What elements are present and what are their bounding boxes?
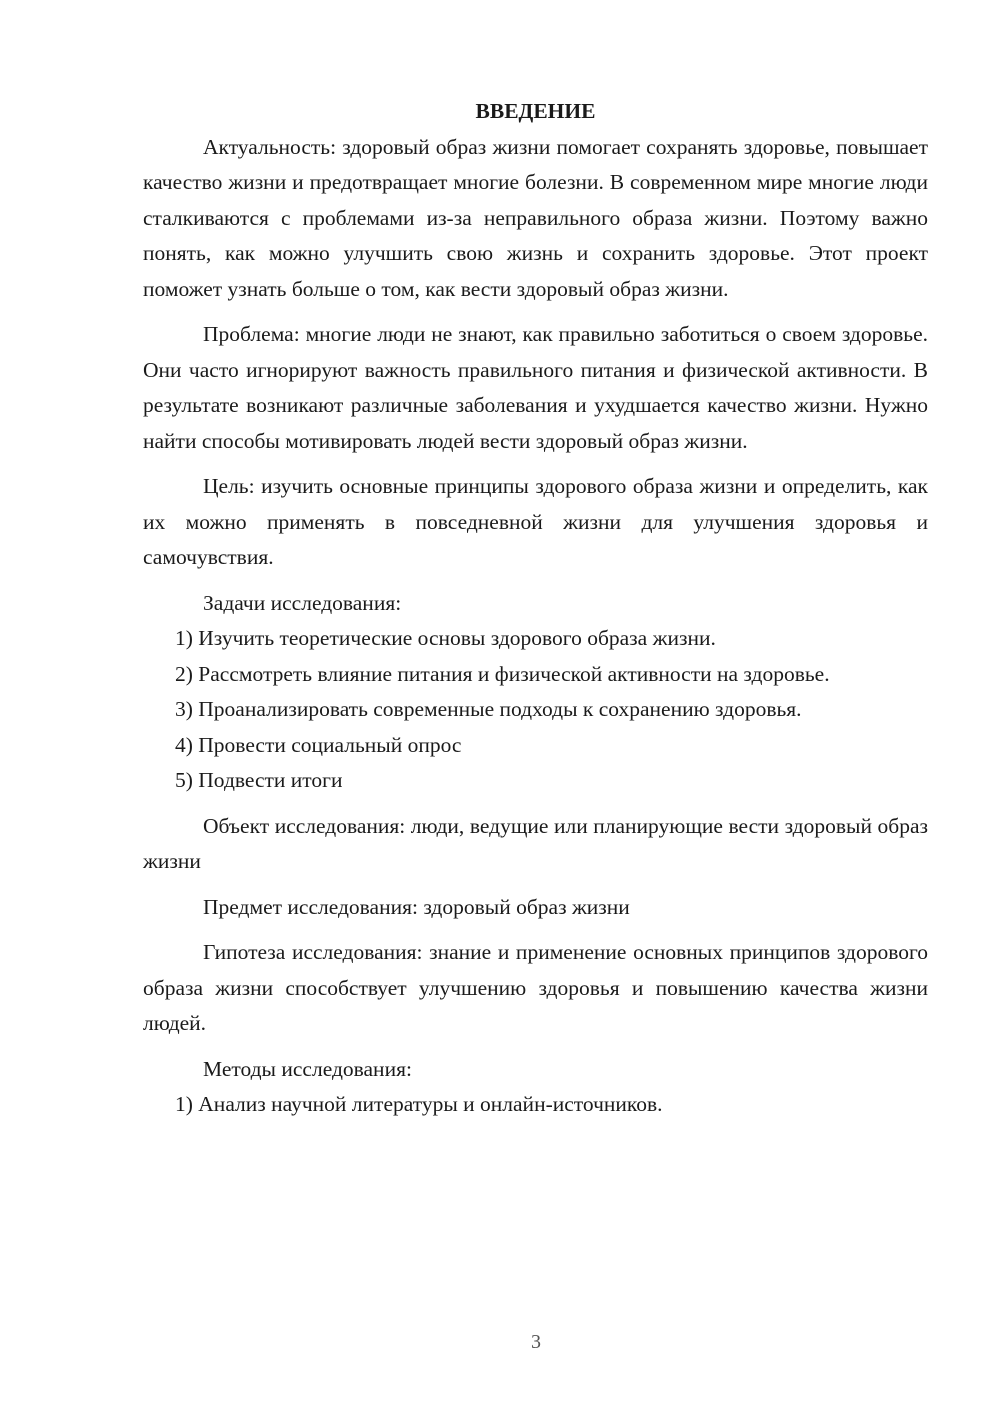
- task-item: 3) Проанализировать современные подходы к сохранению здоровья.: [175, 697, 802, 721]
- page-title: ВВЕДЕНИЕ: [475, 99, 596, 123]
- tasks-heading: Задачи исследования:: [203, 590, 402, 615]
- task-item: 2) Рассмотреть влияние питания и физической активности на здоровье.: [175, 661, 830, 686]
- hypothesis-paragraph: Гипотеза исследования: знание и применение основных принципов здорового образа жизни способствует улучшению здоровья и повышению качества жизни людей.: [143, 940, 928, 1035]
- relevance-paragraph: Актуальность: здоровый образ жизни помогает сохранять здоровье, повышает качество жизни и предотвращает многие болезни. В современном мире многие люди сталкиваются с проблемами из-за неправильного образа жизни. Поэтому важно понять, как можно улучшить свою жизнь и сохранить здоровье. Этот проект поможет узнать больше о том, как вести здоровый образ жизни.: [143, 134, 928, 301]
- goal-paragraph: Цель: изучить основные принципы здорового образа жизни и определить, как их можно применять в повседневной жизни для улучшения здоровья и самочувствия.: [143, 474, 928, 569]
- methods-heading: Методы исследования:: [203, 1056, 412, 1081]
- method-item: 1) Анализ научной литературы и онлайн-источников.: [175, 1092, 663, 1116]
- subject-paragraph: Предмет исследования: здоровый образ жизни: [203, 894, 630, 919]
- problem-paragraph: Проблема: многие люди не знают, как правильно заботиться о своем здоровье. Они часто игнорируют важность правильного питания и физической активности. В результате возникают различные заболевания и ухудшается качество жизни. Нужно найти способы мотивировать людей вести здоровый образ жизни.: [143, 322, 928, 453]
- page-content: [143, 94, 928, 1123]
- task-item: 4) Провести социальный опрос: [175, 732, 462, 757]
- object-paragraph: Объект исследования: люди, ведущие или планирующие вести здоровый образ жизни: [143, 813, 928, 873]
- task-item: 1) Изучить теоретические основы здорового образа жизни.: [175, 626, 716, 650]
- page-number: 3: [531, 1331, 541, 1353]
- task-item: 5) Подвести итоги: [175, 768, 343, 792]
